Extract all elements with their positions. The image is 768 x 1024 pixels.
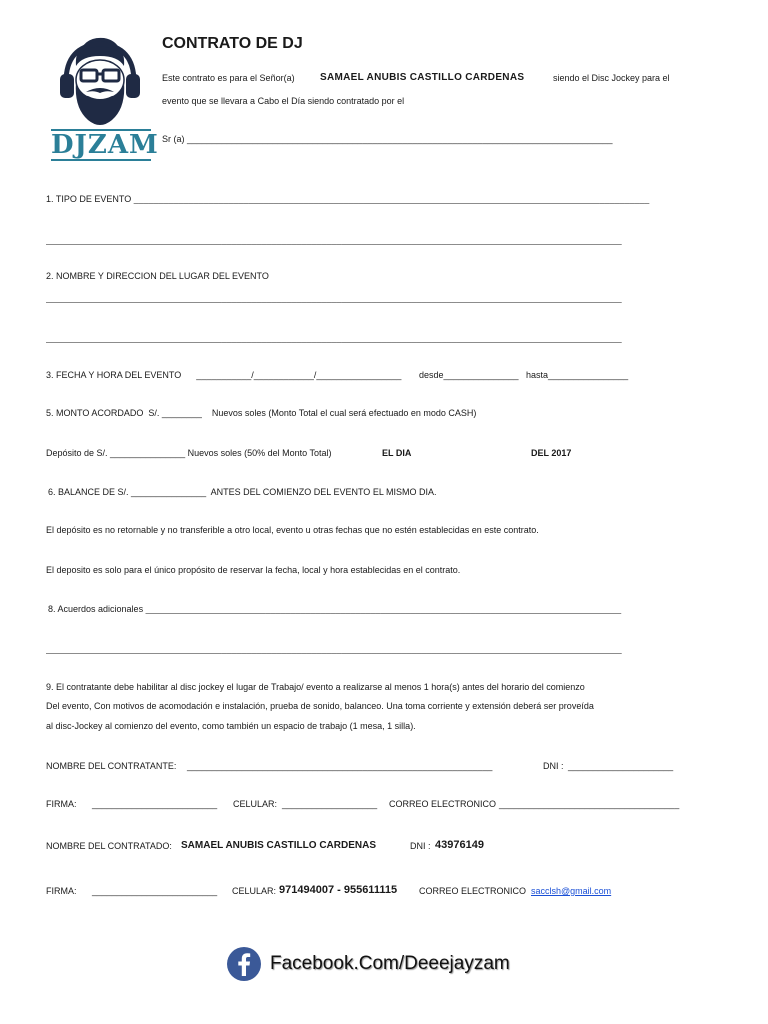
acuerdos-line2: ___________________________________________________________________________________________________________________ <box>46 644 622 654</box>
clausula9-line3: al disc-Jockey al comienzo del evento, como también un espacio de trabajo (1 mesa, 1 silla). <box>46 721 416 731</box>
lugar-line2: ___________________________________________________________________________________________________________________ <box>46 333 622 343</box>
deposito: Depósito de S/. _______________ Nuevos soles (50% del Monto Total) <box>46 448 332 458</box>
contratado-nombre: SAMAEL ANUBIS CASTILLO CARDENAS <box>181 840 377 851</box>
lugar-heading: 2. NOMBRE Y DIRECCION DEL LUGAR DEL EVENTO <box>46 271 269 281</box>
contratado-firma-field[interactable]: _________________________ <box>92 886 218 896</box>
dj-avatar-icon <box>50 36 152 132</box>
intro-prefix: Este contrato es para el Señor(a) <box>162 73 295 83</box>
contratante-nombre-field[interactable]: _____________________________________________________________ <box>187 761 493 771</box>
facebook-icon[interactable] <box>226 946 262 982</box>
fecha-hora: 3. FECHA Y HORA DEL EVENTO ___________/____________/_________________ desde_______________ hasta________________ <box>46 370 629 380</box>
contratado-dni: 43976149 <box>435 839 484 851</box>
tipo-evento-line2: ___________________________________________________________________________________________________________________ <box>46 235 622 245</box>
contratado-nombre-label: NOMBRE DEL CONTRATADO: <box>46 841 172 851</box>
solo-proposito: El deposito es solo para el único propósito de reservar la fecha, local y hora establecidas en el contrato. <box>46 565 461 575</box>
tipo-evento: 1. TIPO DE EVENTO _______________________________________________________________________________________________________ <box>46 194 650 204</box>
contratado-correo-label: CORREO ELECTRONICO <box>419 886 527 896</box>
contratado-dni-label: DNI : <box>410 841 431 851</box>
logo-text: DJZAM <box>51 130 159 160</box>
lugar-line1: ___________________________________________________________________________________________________________________ <box>46 293 622 303</box>
contratado-firma-label: FIRMA: <box>46 886 77 896</box>
contratante-firma-label: FIRMA: <box>46 799 77 809</box>
facebook-link-text[interactable]: Facebook.Com/Deeejayzam <box>270 953 510 974</box>
contratante-correo-label: CORREO ELECTRONICO <box>389 799 497 809</box>
page-title: CONTRATO DE DJ <box>162 35 303 52</box>
del-2017: DEL 2017 <box>531 448 572 458</box>
contratante-correo-field[interactable]: ____________________________________ <box>499 799 680 809</box>
no-retornable: El depósito es no retornable y no transferible a otro local, evento u otras fechas que no estén establecidas en este contrato. <box>46 525 539 535</box>
contratante-dni-field[interactable]: _____________________ <box>568 761 674 771</box>
dj-name: SAMAEL ANUBIS CASTILLO CARDENAS <box>320 72 525 83</box>
contratante-firma-field[interactable]: _________________________ <box>92 799 218 809</box>
djzam-logo <box>50 36 159 164</box>
contratado-email-link[interactable]: sacclsh@gmail.com <box>531 886 612 896</box>
monto-acordado: 5. MONTO ACORDADO S/. ________ Nuevos soles (Monto Total el cual será efectuado en modo CASH) <box>46 408 477 418</box>
balance: 6. BALANCE DE S/. _______________ ANTES DEL COMIENZO DEL EVENTO EL MISMO DIA. <box>48 487 437 497</box>
contratado-celular-label: CELULAR: <box>232 886 277 896</box>
acuerdos: 8. Acuerdos adicionales _______________________________________________________________________________________________ <box>48 604 622 614</box>
clausula9-line1: 9. El contratante debe habilitar al disc jockey el lugar de Trabajo/ evento a realizarse al menos 1 hora(s) antes del horario del comienzo <box>46 682 585 692</box>
contratante-celular-field[interactable]: ___________________ <box>282 799 378 809</box>
intro-suffix: siendo el Disc Jockey para el <box>553 73 670 83</box>
el-dia: EL DIA <box>382 448 412 458</box>
contratante-celular-label: CELULAR: <box>233 799 278 809</box>
contratado-celular: 971494007 - 955611115 <box>279 884 398 896</box>
contratante-nombre-label: NOMBRE DEL CONTRATANTE: <box>46 761 177 771</box>
intro-line2: evento que se llevara a Cabo el Día siendo contratado por el <box>162 96 405 106</box>
clausula9-line2: Del evento, Con motivos de acomodación e instalación, prueba de sonido, balanceo. Una toma corriente y extensión deberá ser proveída <box>46 701 594 711</box>
sr-line: Sr (a) _____________________________________________________________________________________ <box>162 134 613 144</box>
contratante-dni-label: DNI : <box>543 761 564 771</box>
